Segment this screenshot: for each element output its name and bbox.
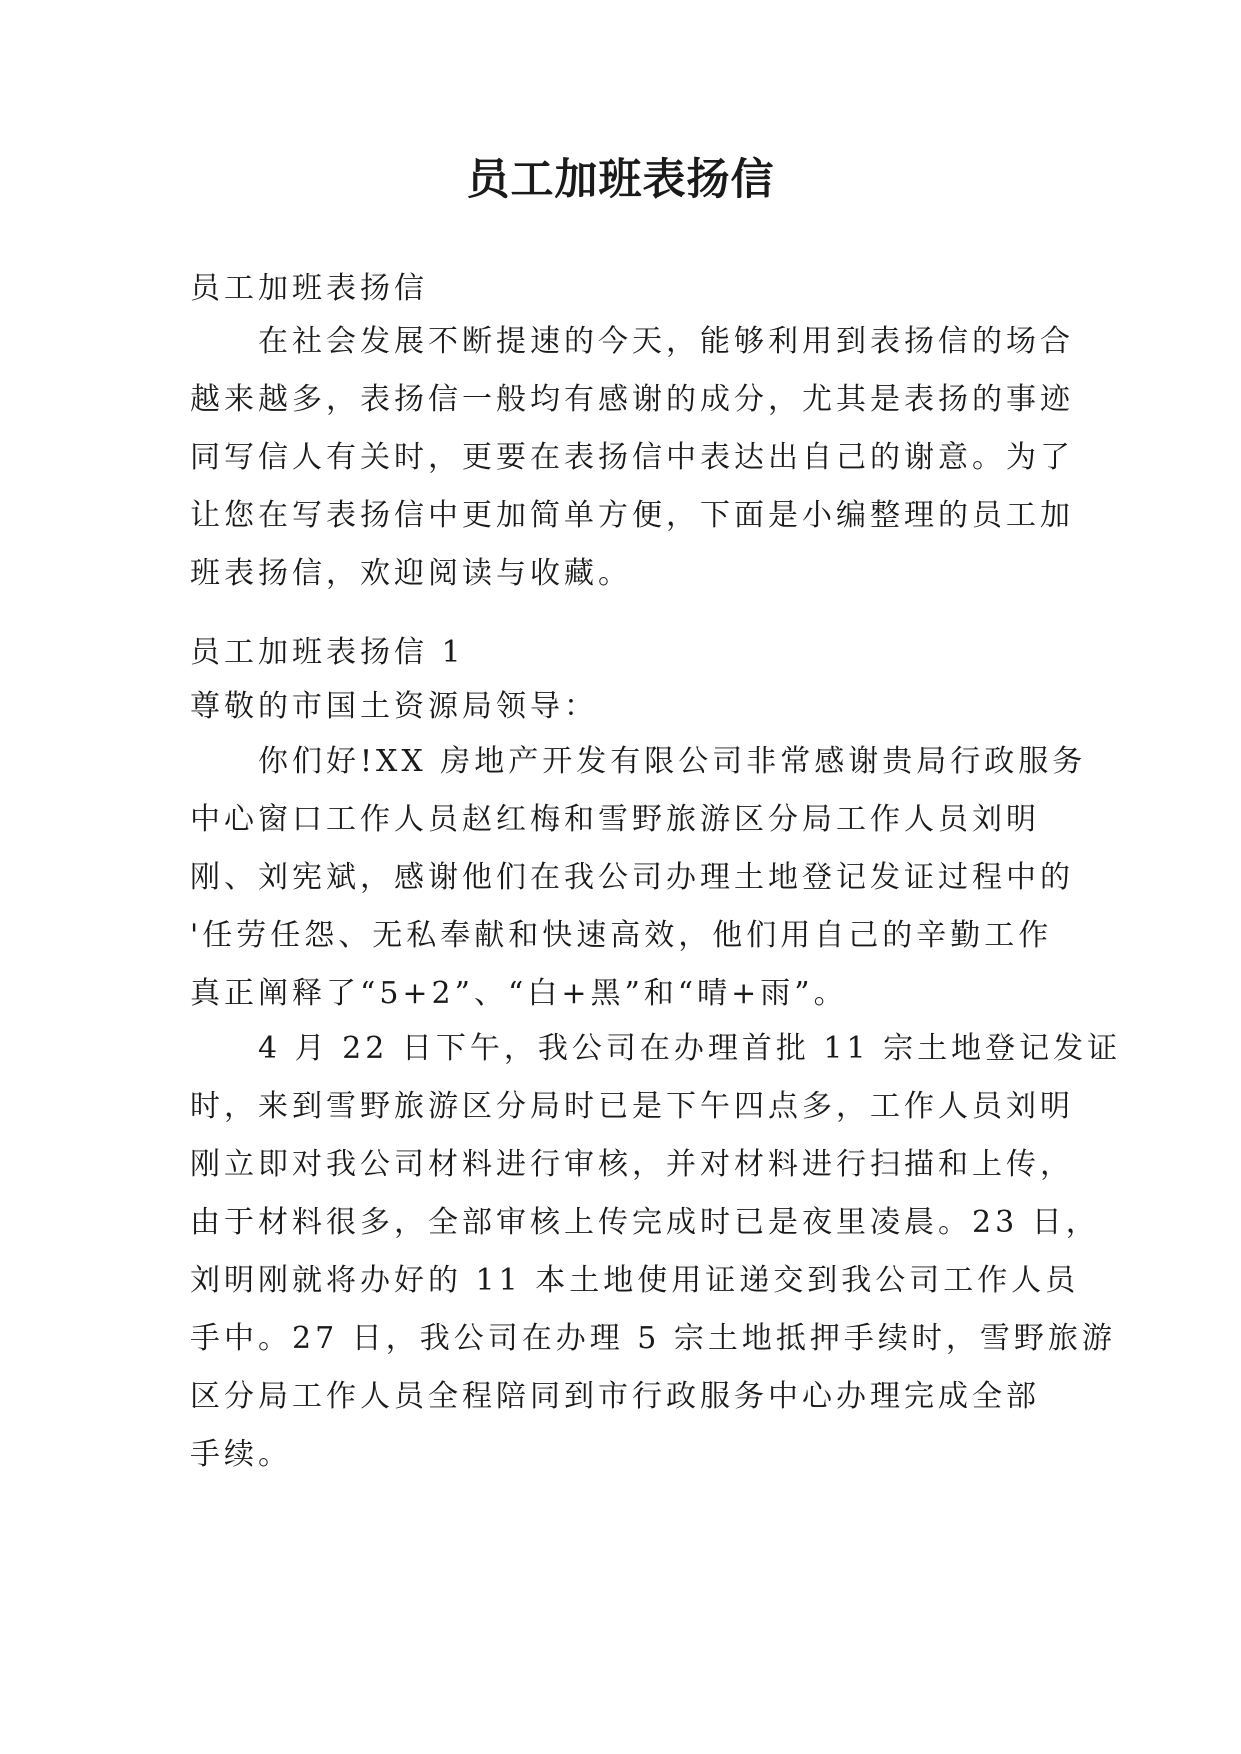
paragraph-line: 手中。27 日，我公司在办理 5 宗土地抵押手续时，雪野旅游 (190, 1321, 1116, 1356)
paragraph-line: 刚、刘宪斌，感谢他们在我公司办理土地登记发证过程中的 (190, 860, 1074, 895)
intro-line: 班表扬信，欢迎阅读与收藏。 (190, 556, 632, 591)
letter-paragraph-1 (190, 733, 1087, 1023)
salutation: 尊敬的市国土资源局领导： (190, 689, 598, 724)
paragraph-line: '任劳任怨、无私奉献和快速高效，他们用自己的辛勤工作 (190, 918, 1053, 953)
document-subtitle: 员工加班表扬信 (190, 271, 428, 306)
paragraph-line: 刚立即对我公司材料进行审核，并对材料进行扫描和上传， (190, 1147, 1074, 1182)
intro-paragraph (190, 313, 1074, 603)
letter-paragraph-2 (190, 1020, 1122, 1484)
intro-line: 越来越多，表扬信一般均有感谢的成分，尤其是表扬的事迹 (190, 382, 1074, 417)
intro-line: 让您在写表扬信中更加简单方便，下面是小编整理的员工加 (190, 498, 1074, 533)
intro-line: 同写信人有关时，更要在表扬信中表达出自己的谢意。为了 (190, 440, 1074, 475)
document-title: 员工加班表扬信 (466, 155, 775, 205)
paragraph-line: 由于材料很多，全部审核上传完成时已是夜里凌晨。23 日， (190, 1205, 1100, 1240)
intro-line: 在社会发展不断提速的今天，能够利用到表扬信的场合 (190, 324, 1074, 359)
paragraph-line: 4 月 22 日下午，我公司在办理首批 11 宗土地登记发证 (190, 1031, 1122, 1066)
paragraph-line: 区分局工作人员全程陪同到市行政服务中心办理完成全部 (190, 1379, 1040, 1414)
paragraph-line: 时，来到雪野旅游区分局时已是下午四点多，工作人员刘明 (190, 1089, 1074, 1124)
section-heading: 员工加班表扬信 1 (190, 635, 465, 670)
paragraph-line: 手续。 (190, 1437, 292, 1472)
paragraph-line: 你们好!XX 房地产开发有限公司非常感谢贵局行政服务 (190, 744, 1087, 779)
paragraph-line: 真正阐释了“5+2”、“白+黑”和“晴+雨”。 (190, 976, 848, 1011)
paragraph-line: 中心窗口工作人员赵红梅和雪野旅游区分局工作人员刘明 (190, 802, 1040, 837)
paragraph-line: 刘明刚就将办好的 11 本土地使用证递交到我公司工作人员 (190, 1263, 1080, 1298)
